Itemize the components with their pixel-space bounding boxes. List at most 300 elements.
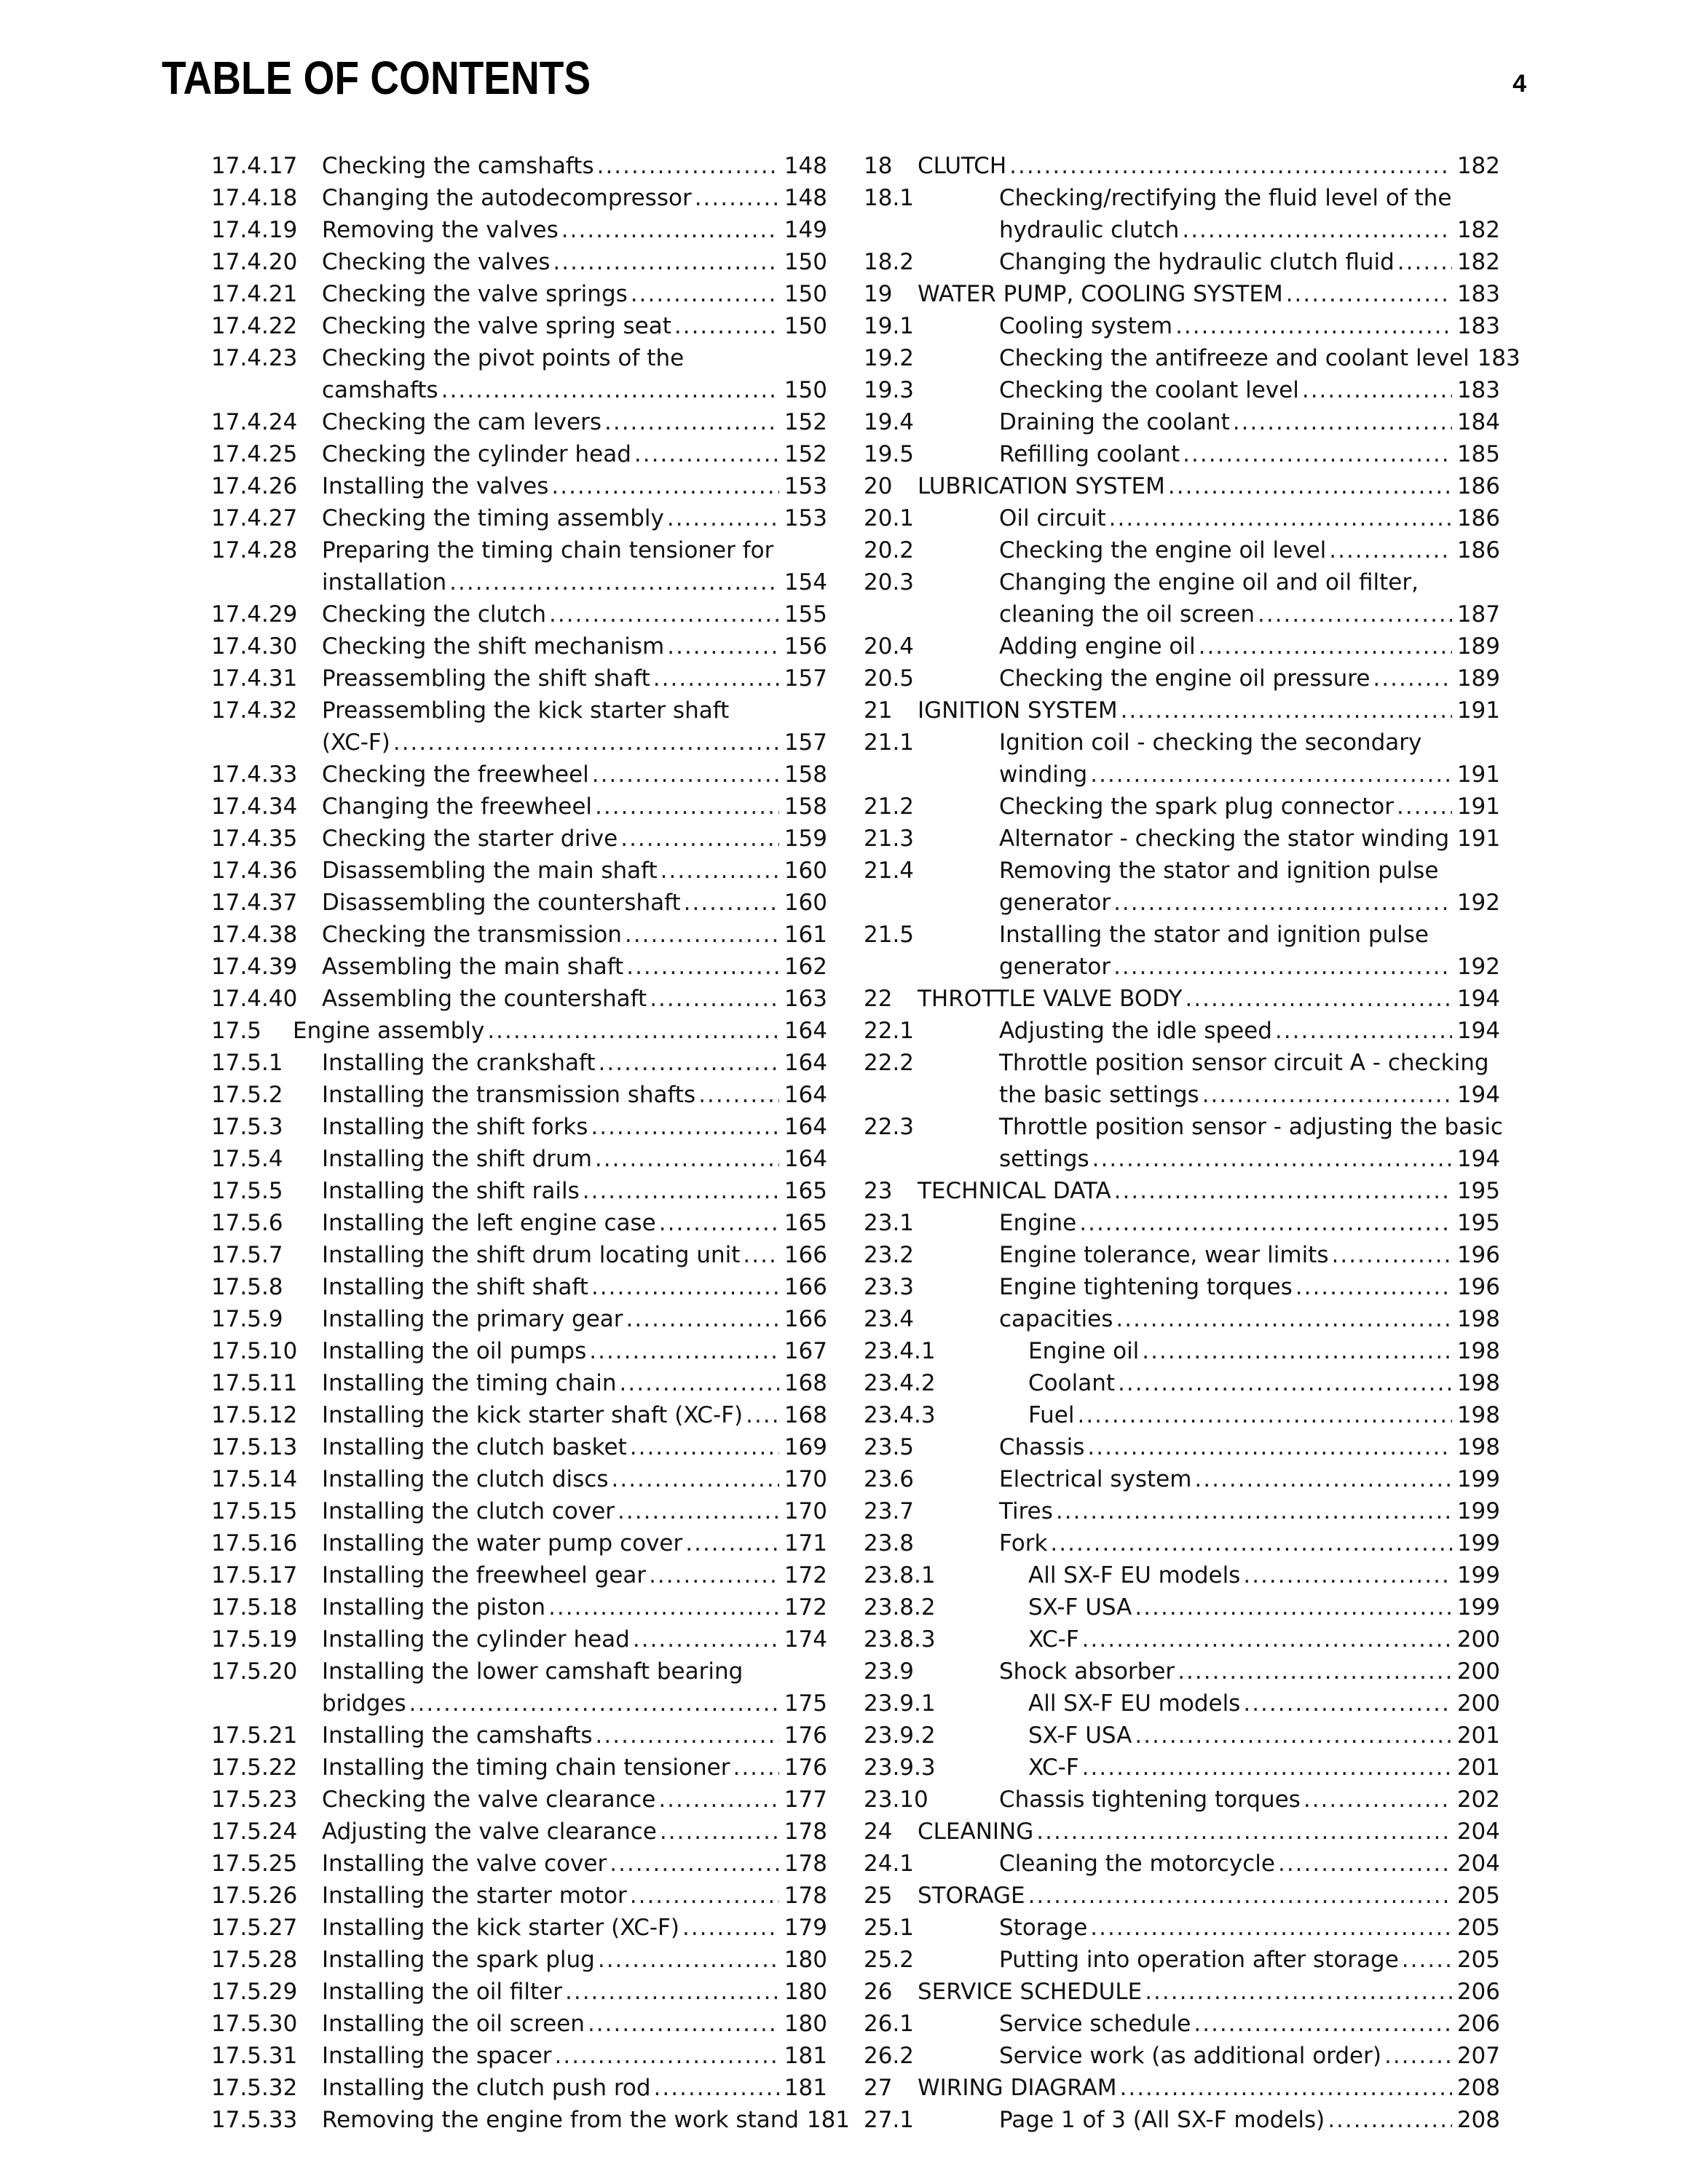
leader-dots — [1373, 662, 1452, 695]
toc-entry[interactable] — [211, 1848, 827, 1880]
toc-entry-title: Preassembling the kick starter shaft — [322, 697, 730, 724]
toc-entry[interactable] — [864, 630, 1500, 662]
toc-entry[interactable] — [864, 2072, 1500, 2104]
toc-entry[interactable] — [211, 759, 827, 791]
toc-entry-title: Installing the timing chain — [322, 1370, 617, 1396]
toc-entry-title: Installing the kick starter shaft (XC-F) — [322, 1402, 744, 1428]
leader-dots — [1079, 1207, 1452, 1239]
leader-dots — [591, 1271, 779, 1303]
toc-entry-title: Checking the shift mechanism — [322, 633, 665, 660]
toc-entry-page: 184 — [1456, 409, 1500, 435]
toc-entry[interactable] — [211, 1015, 827, 1047]
toc-entry-number: 25.1 — [864, 1915, 915, 1941]
toc-entry-number: 17.5.3 — [211, 1114, 283, 1140]
toc-entry[interactable] — [864, 1816, 1500, 1848]
toc-entry-number: 26.2 — [864, 2043, 915, 2069]
leader-dots — [1233, 406, 1452, 438]
toc-entry-page: 153 — [784, 473, 827, 499]
toc-entry-number: 17.5.24 — [211, 1819, 298, 1845]
toc-entry-number: 17.4.28 — [211, 537, 298, 563]
toc-entry[interactable] — [211, 182, 827, 214]
toc-entry-title: Checking the valve spring seat — [322, 313, 671, 339]
toc-entry-page: 166 — [784, 1306, 827, 1332]
toc-entry-page: 196 — [1456, 1274, 1500, 1300]
toc-entry[interactable] — [211, 246, 827, 278]
toc-entry-number: 17.5.20 — [211, 1658, 298, 1685]
toc-entry[interactable] — [211, 150, 827, 182]
leader-dots — [1397, 791, 1452, 823]
toc-entry-page: 208 — [1456, 2107, 1500, 2133]
toc-entry-number: 17.4.27 — [211, 505, 298, 531]
toc-entry[interactable] — [864, 1623, 1500, 1655]
toc-entry-title: Preassembling the shift shaft — [322, 665, 650, 692]
toc-entry[interactable] — [211, 1944, 827, 1976]
toc-entry-number: 23.1 — [864, 1210, 915, 1236]
leader-dots — [1116, 1303, 1452, 1335]
toc-entry[interactable] — [864, 1495, 1500, 1527]
toc-entry-number: 17.5.30 — [211, 2011, 298, 2037]
leader-dots — [1194, 1463, 1452, 1495]
leader-dots — [658, 1784, 779, 1816]
toc-entry[interactable] — [864, 310, 1500, 342]
leader-dots — [1302, 374, 1452, 406]
toc-entry[interactable] — [211, 1239, 827, 1271]
toc-entry-page: 176 — [784, 1754, 827, 1781]
toc-entry-number: 17.5.11 — [211, 1370, 298, 1396]
toc-entry-page: 155 — [784, 601, 827, 628]
toc-entry[interactable] — [211, 1175, 827, 1207]
toc-entry[interactable] — [864, 502, 1500, 534]
leader-dots — [589, 1335, 779, 1367]
toc-entry[interactable] — [864, 2040, 1500, 2072]
toc-entry-number: 19.4 — [864, 409, 915, 435]
toc-entry[interactable] — [211, 983, 827, 1015]
toc-entry[interactable] — [211, 1912, 827, 1944]
toc-entry[interactable] — [211, 662, 827, 695]
toc-entry-title: Checking the cam levers — [322, 409, 602, 435]
toc-entry[interactable] — [211, 695, 827, 759]
toc-entry[interactable] — [211, 855, 827, 887]
toc-entry[interactable] — [864, 727, 1500, 791]
toc-entry[interactable] — [211, 791, 827, 823]
toc-entry-page: 152 — [784, 441, 827, 467]
toc-entry[interactable] — [864, 1848, 1500, 1880]
toc-entry[interactable] — [211, 406, 827, 438]
toc-entry[interactable] — [864, 1463, 1500, 1495]
toc-entry-title: hydraulic clutch — [999, 217, 1180, 243]
toc-entry[interactable] — [211, 342, 827, 406]
toc-entry[interactable] — [211, 887, 827, 919]
toc-entry[interactable] — [864, 1431, 1500, 1463]
toc-entry[interactable] — [864, 1271, 1500, 1303]
toc-entry-number: 19.2 — [864, 345, 915, 371]
toc-entry[interactable] — [211, 1623, 827, 1655]
toc-entry-number: 17.5.19 — [211, 1626, 298, 1653]
toc-entry-title: All SX-F EU models — [1028, 1690, 1241, 1717]
toc-entry-page: 198 — [1456, 1370, 1500, 1396]
toc-entry[interactable] — [864, 150, 1500, 182]
leader-dots — [1331, 1239, 1452, 1271]
leader-dots — [1121, 695, 1452, 727]
toc-entry-number: 17.5.23 — [211, 1787, 298, 1813]
toc-entry[interactable] — [211, 1527, 827, 1559]
toc-entry[interactable] — [211, 534, 827, 598]
leader-dots — [1243, 1559, 1452, 1591]
toc-entry-title: cleaning the oil screen — [999, 601, 1255, 628]
toc-entry-title: Disassembling the main shaft — [322, 858, 658, 884]
leader-dots — [592, 759, 779, 791]
leader-dots — [667, 502, 779, 534]
toc-entry-number: 17.5.33 — [211, 2107, 298, 2133]
leader-dots — [1036, 1816, 1452, 1848]
toc-entry[interactable] — [211, 1367, 827, 1399]
leader-dots — [1275, 1015, 1452, 1047]
toc-entry-number: 17.4.30 — [211, 633, 298, 660]
toc-entry-number: 17.5.17 — [211, 1562, 298, 1588]
toc-entry[interactable] — [211, 598, 827, 630]
toc-entry[interactable] — [211, 1463, 827, 1495]
toc-entry-title: Engine tolerance, wear limits — [999, 1242, 1329, 1268]
toc-entry-title: LUBRICATION SYSTEM — [918, 473, 1165, 499]
toc-entry[interactable] — [864, 1303, 1500, 1335]
toc-entry[interactable] — [864, 182, 1500, 246]
toc-entry[interactable] — [864, 1591, 1500, 1623]
toc-entry[interactable] — [864, 278, 1500, 310]
toc-entry-number: 17.4.40 — [211, 986, 298, 1012]
toc-entry-number: 17.4.38 — [211, 922, 298, 948]
toc-entry-number: 25 — [864, 1883, 893, 1909]
toc-entry-page: 153 — [784, 505, 827, 531]
toc-entry[interactable] — [211, 214, 827, 246]
toc-entry-title: Checking the valves — [322, 249, 551, 275]
toc-entry[interactable] — [864, 1399, 1500, 1431]
leader-dots — [695, 182, 779, 214]
toc-entry[interactable] — [864, 1367, 1500, 1399]
toc-entry-number: 21.4 — [864, 858, 915, 884]
toc-entry[interactable] — [211, 2104, 851, 2136]
toc-entry-number: 21 — [864, 697, 893, 724]
toc-entry-page: 163 — [784, 986, 827, 1012]
toc-entry-number: 17.5.9 — [211, 1306, 283, 1332]
toc-entry-title: Chassis — [999, 1434, 1085, 1460]
toc-entry-page: 156 — [784, 633, 827, 660]
toc-entry-title: generator — [999, 890, 1111, 916]
toc-entry[interactable] — [864, 1111, 1503, 1175]
toc-entry[interactable] — [864, 1944, 1500, 1976]
toc-entry-page: 191 — [1456, 697, 1500, 724]
toc-entry[interactable] — [211, 1143, 827, 1175]
toc-entry[interactable] — [211, 1111, 827, 1143]
toc-entry-title: generator — [999, 954, 1111, 980]
toc-entry-title: Service schedule — [999, 2011, 1191, 2037]
toc-entry[interactable] — [864, 919, 1500, 983]
toc-entry[interactable] — [211, 470, 827, 502]
toc-entry-page: 189 — [1456, 665, 1500, 692]
toc-entry[interactable] — [864, 1175, 1500, 1207]
leader-dots — [660, 855, 779, 887]
toc-entry-title: Installing the valve cover — [322, 1851, 607, 1877]
toc-entry-title: Checking the valve clearance — [322, 1787, 656, 1813]
leader-dots — [631, 278, 779, 310]
toc-entry[interactable] — [211, 1207, 827, 1239]
toc-entry-page: 150 — [784, 249, 827, 275]
leader-dots — [660, 1816, 779, 1848]
toc-entry-page: 198 — [1456, 1434, 1500, 1460]
toc-entry[interactable] — [211, 2008, 827, 2040]
toc-entry-page: 202 — [1456, 1787, 1500, 1813]
toc-entry-title: Installing the clutch push rod — [322, 2075, 651, 2101]
toc-entry-number: 17.4.31 — [211, 665, 298, 692]
toc-entry-number: 19.1 — [864, 313, 915, 339]
toc-entry[interactable] — [211, 1880, 827, 1912]
toc-entry-number: 23.2 — [864, 1242, 915, 1268]
toc-entry-title: CLUTCH — [918, 153, 1007, 179]
toc-entry-page: 170 — [784, 1466, 827, 1492]
toc-entry[interactable] — [211, 1976, 827, 2008]
toc-entry-number: 18.2 — [864, 249, 915, 275]
toc-entry[interactable] — [211, 2040, 827, 2072]
toc-entry-page: 180 — [784, 2011, 827, 2037]
toc-entry-title: Throttle position sensor circuit A - checking — [999, 1050, 1489, 1076]
toc-entry-number: 17.5.16 — [211, 1530, 298, 1556]
toc-entry-number: 17.4.35 — [211, 826, 298, 852]
toc-entry[interactable] — [864, 662, 1500, 695]
toc-entry-title: Storage — [999, 1915, 1088, 1941]
toc-entry-title: Installing the shift shaft — [322, 1274, 588, 1300]
toc-entry-number: 17.5.6 — [211, 1210, 283, 1236]
toc-entry-number: 17.4.20 — [211, 249, 298, 275]
toc-entry[interactable] — [864, 983, 1500, 1015]
toc-entry-number: 17.5.32 — [211, 2075, 298, 2101]
toc-entry[interactable] — [211, 278, 827, 310]
toc-entry-title: Assembling the main shaft — [322, 954, 624, 980]
toc-entry-page: 183 — [1456, 281, 1500, 307]
toc-entry-number: 17.4.24 — [211, 409, 298, 435]
toc-entry-title: WIRING DIAGRAM — [918, 2075, 1117, 2101]
toc-entry-page: 165 — [784, 1210, 827, 1236]
toc-entry[interactable] — [211, 951, 827, 983]
toc-entry[interactable] — [864, 374, 1500, 406]
toc-entry[interactable] — [864, 1527, 1500, 1559]
toc-entry[interactable] — [864, 1015, 1500, 1047]
leader-dots — [1077, 1399, 1452, 1431]
toc-entry[interactable] — [864, 470, 1500, 502]
toc-entry-number: 23.8.1 — [864, 1562, 936, 1588]
toc-entry[interactable] — [864, 1688, 1500, 1720]
toc-entry[interactable] — [864, 534, 1500, 566]
toc-entry[interactable] — [211, 502, 827, 534]
toc-entry[interactable] — [864, 1335, 1500, 1367]
toc-entry-title: Cleaning the motorcycle — [999, 1851, 1275, 1877]
toc-entry-number: 23.7 — [864, 1498, 915, 1524]
toc-entry-title: THROTTLE VALVE BODY — [918, 986, 1183, 1012]
toc-entry[interactable] — [864, 1880, 1500, 1912]
toc-entry-page: 192 — [1456, 890, 1500, 916]
toc-entry-number: 17.4.34 — [211, 794, 298, 820]
toc-entry[interactable] — [864, 1047, 1500, 1111]
leader-dots — [555, 2040, 779, 2072]
toc-entry-page: 166 — [784, 1274, 827, 1300]
toc-entry-title: Alternator - checking the stator winding — [999, 826, 1450, 852]
toc-entry[interactable] — [864, 855, 1500, 919]
leader-dots — [561, 214, 779, 246]
toc-entry-number: 24.1 — [864, 1851, 915, 1877]
toc-entry[interactable] — [211, 630, 827, 662]
toc-entry[interactable] — [864, 246, 1500, 278]
toc-entry[interactable] — [864, 2008, 1500, 2040]
toc-entry[interactable] — [211, 2072, 827, 2104]
toc-entry-title: Installing the oil screen — [322, 2011, 585, 2037]
toc-entry-number: 17.4.23 — [211, 345, 298, 371]
toc-entry[interactable] — [864, 1752, 1500, 1784]
leader-dots — [588, 2008, 779, 2040]
toc-entry[interactable] — [211, 310, 827, 342]
toc-entry[interactable] — [211, 1784, 827, 1816]
toc-entry-page: 199 — [1456, 1530, 1500, 1556]
toc-entry[interactable] — [211, 1816, 827, 1848]
toc-entry-number: 20.4 — [864, 633, 915, 660]
toc-entry-title: Checking the transmission — [322, 922, 622, 948]
leader-dots — [746, 1399, 779, 1431]
toc-entry-title: Throttle position sensor - adjusting the basic — [999, 1114, 1503, 1140]
toc-entry-title: Removing the valves — [322, 217, 559, 243]
toc-entry[interactable] — [864, 2104, 1500, 2136]
toc-entry-page: 198 — [1456, 1338, 1500, 1364]
toc-entry-number: 17.4.37 — [211, 890, 298, 916]
toc-entry-title: Checking the camshafts — [322, 153, 594, 179]
leader-dots — [1175, 310, 1452, 342]
toc-entry-page: 149 — [784, 217, 827, 243]
toc-entry-number: 23.8.3 — [864, 1626, 936, 1653]
toc-entry-title: Checking/rectifying the fluid level of the — [999, 185, 1452, 211]
toc-entry[interactable] — [864, 1655, 1500, 1688]
toc-entry-title: Removing the engine from the work stand — [322, 2107, 800, 2133]
toc-entry-title: All SX-F EU models — [1028, 1562, 1241, 1588]
toc-entry-page: 172 — [784, 1562, 827, 1588]
toc-entry[interactable] — [864, 1976, 1500, 2008]
toc-entry-page: 207 — [1456, 2043, 1500, 2069]
toc-entry[interactable] — [864, 791, 1500, 823]
toc-entry[interactable] — [864, 1720, 1500, 1752]
toc-entry[interactable] — [211, 1720, 827, 1752]
toc-entry-page: 186 — [1456, 537, 1500, 563]
toc-entry-page: 204 — [1456, 1819, 1500, 1845]
toc-entry-number: 17.4.39 — [211, 954, 298, 980]
toc-entry[interactable] — [211, 1655, 827, 1720]
toc-entry-number: 17.4.33 — [211, 761, 298, 788]
toc-entry-title: Installing the camshafts — [322, 1722, 593, 1749]
toc-entry-number: 17.5.5 — [211, 1178, 283, 1204]
toc-entry[interactable] — [211, 1079, 827, 1111]
leader-dots — [674, 310, 779, 342]
toc-entry-title: Installing the shift drum locating unit — [322, 1242, 741, 1268]
toc-entry[interactable] — [211, 438, 827, 470]
toc-entry[interactable] — [864, 1912, 1500, 1944]
toc-entry-page: 201 — [1456, 1722, 1500, 1749]
toc-entry-number: 17.5.26 — [211, 1883, 298, 1909]
toc-entry[interactable] — [211, 1431, 827, 1463]
toc-entry-number: 17.5.22 — [211, 1754, 298, 1781]
toc-entry-title: IGNITION SYSTEM — [918, 697, 1118, 724]
toc-entry[interactable] — [864, 406, 1500, 438]
toc-entry-number: 21.2 — [864, 794, 915, 820]
toc-entry-title: Checking the freewheel — [322, 761, 589, 788]
leader-dots — [1113, 887, 1452, 919]
toc-entry[interactable] — [211, 1591, 827, 1623]
toc-entry[interactable] — [211, 1559, 827, 1591]
toc-entry-page: 164 — [784, 1050, 827, 1076]
leader-dots — [1118, 1367, 1452, 1399]
toc-entry[interactable] — [864, 342, 1521, 374]
leader-dots — [1082, 1752, 1452, 1784]
toc-entry[interactable] — [211, 1495, 827, 1527]
toc-entry-title: Installing the primary gear — [322, 1306, 623, 1332]
toc-entry[interactable] — [211, 1271, 827, 1303]
toc-left-column — [211, 150, 851, 2136]
toc-entry-title: Installing the freewheel gear — [322, 1562, 647, 1588]
toc-entry-number: 22 — [864, 986, 893, 1012]
leader-dots — [1135, 1720, 1452, 1752]
toc-entry-page: 182 — [1456, 249, 1500, 275]
toc-entry-number: 26 — [864, 1979, 893, 2005]
toc-entry[interactable] — [211, 919, 827, 951]
toc-entry-title: Adjusting the idle speed — [999, 1018, 1272, 1044]
leader-dots — [1199, 630, 1452, 662]
toc-entry[interactable] — [211, 1399, 827, 1431]
toc-entry[interactable] — [864, 566, 1500, 630]
toc-entry[interactable] — [864, 1239, 1500, 1271]
toc-entry-number: 20.2 — [864, 537, 915, 563]
leader-dots — [1384, 2040, 1452, 2072]
toc-entry[interactable] — [211, 1047, 827, 1079]
toc-entry-page: 181 — [806, 2107, 851, 2133]
leader-dots — [630, 1431, 779, 1463]
toc-entry-title: Adding engine oil — [999, 633, 1196, 660]
toc-entry[interactable] — [864, 823, 1500, 855]
toc-entry-title: Installing the lower camshaft bearing — [322, 1658, 744, 1685]
leader-dots — [1183, 438, 1452, 470]
toc-entry-title: Fuel — [1028, 1402, 1075, 1428]
toc-entry-page: 174 — [784, 1626, 827, 1653]
toc-entry[interactable] — [864, 695, 1500, 727]
toc-entry-page: 186 — [1456, 473, 1500, 499]
leader-dots — [604, 406, 779, 438]
toc-entry[interactable] — [211, 1335, 827, 1367]
toc-entry-title: SX-F USA — [1028, 1594, 1132, 1621]
toc-entry[interactable] — [864, 1559, 1500, 1591]
toc-entry-number: 23.8.2 — [864, 1594, 936, 1621]
leader-dots — [685, 1527, 779, 1559]
leader-dots — [620, 823, 779, 855]
toc-entry-page: 177 — [784, 1787, 827, 1813]
toc-entry[interactable] — [211, 823, 827, 855]
toc-entry[interactable] — [864, 1784, 1500, 1816]
toc-entry[interactable] — [864, 438, 1500, 470]
toc-entry-title: winding — [999, 761, 1088, 788]
toc-entry[interactable] — [864, 1207, 1500, 1239]
toc-entry-number: 23.4 — [864, 1306, 915, 1332]
toc-entry-page: 183 — [1456, 377, 1500, 403]
toc-entry-page: 182 — [1456, 153, 1500, 179]
toc-entry-page: 159 — [784, 826, 827, 852]
toc-entry[interactable] — [211, 1752, 827, 1784]
toc-entry[interactable] — [211, 1303, 827, 1335]
toc-entry-title: Installing the transmission shafts — [322, 1082, 696, 1108]
toc-entry-title: Installing the clutch discs — [322, 1466, 609, 1492]
leader-dots — [1168, 470, 1452, 502]
leader-dots — [625, 919, 779, 951]
leader-dots — [553, 246, 779, 278]
